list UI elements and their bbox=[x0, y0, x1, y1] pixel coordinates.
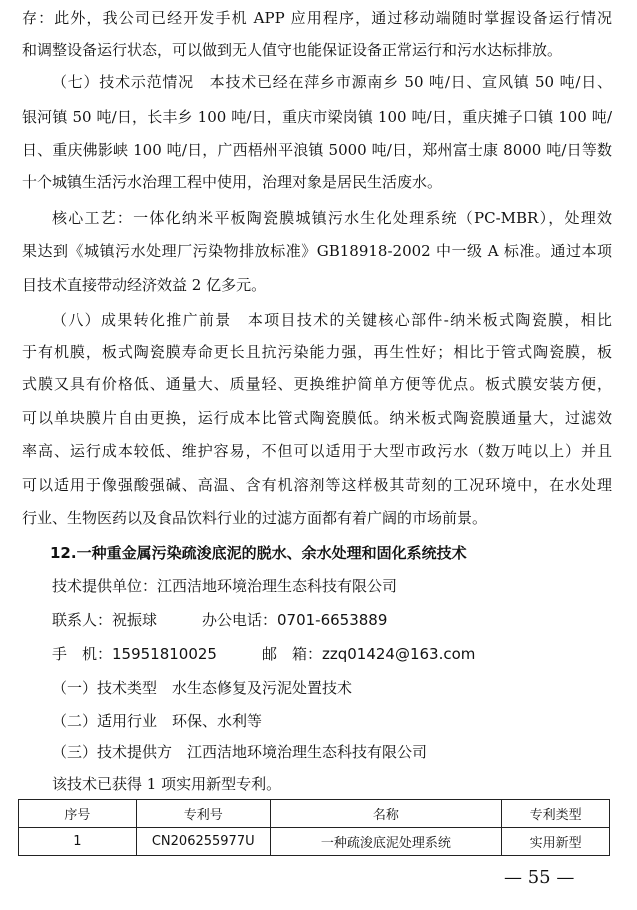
text-line: 率高、运行成本较低、维护容易，不但可以适用于大型市政污水（数万吨以上）并且 bbox=[22, 442, 612, 460]
text-line: （八）成果转化推广前景 本项目技术的关键核心部件-纳米板式陶瓷膜，相比 bbox=[52, 311, 612, 329]
text-line: 可以单块膜片自由更换，运行成本比管式陶瓷膜低。纳米板式陶瓷膜通量大，过滤效 bbox=[22, 409, 612, 427]
cell-name: 一种疏浚底泥处理系统 bbox=[270, 828, 502, 856]
header-index: 序号 bbox=[19, 800, 137, 828]
text-line: 于有机膜，板式陶瓷膜寿命更长且抗污染能力强，再生性好；相比于管式陶瓷膜，板 bbox=[22, 343, 612, 361]
text-line: 核心工艺：一体化纳米平板陶瓷膜城镇污水生化处理系统（PC-MBR），处理效 bbox=[52, 209, 612, 227]
cell-patent-type: 实用新型 bbox=[502, 828, 610, 856]
text-line: 目技术直接带动经济效益 2 亿多元。 bbox=[22, 276, 267, 294]
table-header-row bbox=[19, 800, 610, 828]
text-line: 存：此外，我公司已经开发手机 APP 应用程序，通过移动端随时掌握设备运行情况 bbox=[22, 9, 612, 27]
text-line: 果达到《城镇污水处理厂污染物排放标准》GB18918-2002 中一级 A 标准。通过本项 bbox=[22, 242, 612, 260]
section-heading: 12.一种重金属污染疏浚底泥的脱水、余水处理和固化系统技术 bbox=[50, 544, 467, 562]
contact-line: 联系人：祝振球 办公电话：0701-6653889 bbox=[52, 611, 388, 629]
cell-index: 1 bbox=[19, 828, 137, 856]
text-line: 可以适用于像强酸强碱、高温、含有机溶剂等这样极其苛刻的工况环境中，在水处理 bbox=[22, 476, 612, 494]
header-patent-type: 专利类型 bbox=[502, 800, 610, 828]
tech-type-item: （一）技术类型 水生态修复及污泥处置技术 bbox=[52, 679, 353, 697]
cell-patent-number: CN206255977U bbox=[136, 828, 270, 856]
provider-item: （三）技术提供方 江西洁地环境治理生态科技有限公司 bbox=[52, 743, 428, 761]
phone-email-line: 手 机：15951810025 邮 箱：zzq01424@163.com bbox=[52, 645, 476, 663]
text-line: 十个城镇生活污水治理工程中使用，治理对象是居民生活废水。 bbox=[22, 173, 443, 191]
text-line: 银河镇 50 吨/日，长丰乡 100 吨/日，重庆市梁岗镇 100 吨/日，重庆摊子口镇 100 吨/ bbox=[22, 108, 612, 126]
header-patent-number: 专利号 bbox=[136, 800, 270, 828]
industry-item: （二）适用行业 环保、水利等 bbox=[52, 712, 263, 730]
text-line: 式膜又具有价格低、通量大、质量轻、更换维护简单方便等优点。板式膜安装方便， bbox=[22, 375, 612, 393]
text-line: 和调整设备运行状态，可以做到无人值守也能保证设备正常运行和污水达标排放。 bbox=[22, 41, 563, 59]
provider-unit: 技术提供单位：江西洁地环境治理生态科技有限公司 bbox=[52, 577, 398, 595]
page-number: — 55 — bbox=[504, 867, 575, 888]
text-line: 行业、生物医药以及食品饮料行业的过滤方面都有着广阔的市场前景。 bbox=[22, 509, 488, 527]
header-name: 名称 bbox=[270, 800, 502, 828]
text-line: 日、重庆佛影峡 100 吨/日，广西梧州平浪镇 5000 吨/日，郑州富士康 8000 吨/日等数 bbox=[22, 141, 612, 159]
table-row bbox=[19, 828, 610, 856]
text-line: （七）技术示范情况 本技术已经在萍乡市源南乡 50 吨/日、宣风镇 50 吨/日、 bbox=[52, 73, 612, 91]
patent-table bbox=[18, 799, 610, 856]
patent-note: 该技术已获得 1 项实用新型专利。 bbox=[52, 775, 282, 793]
